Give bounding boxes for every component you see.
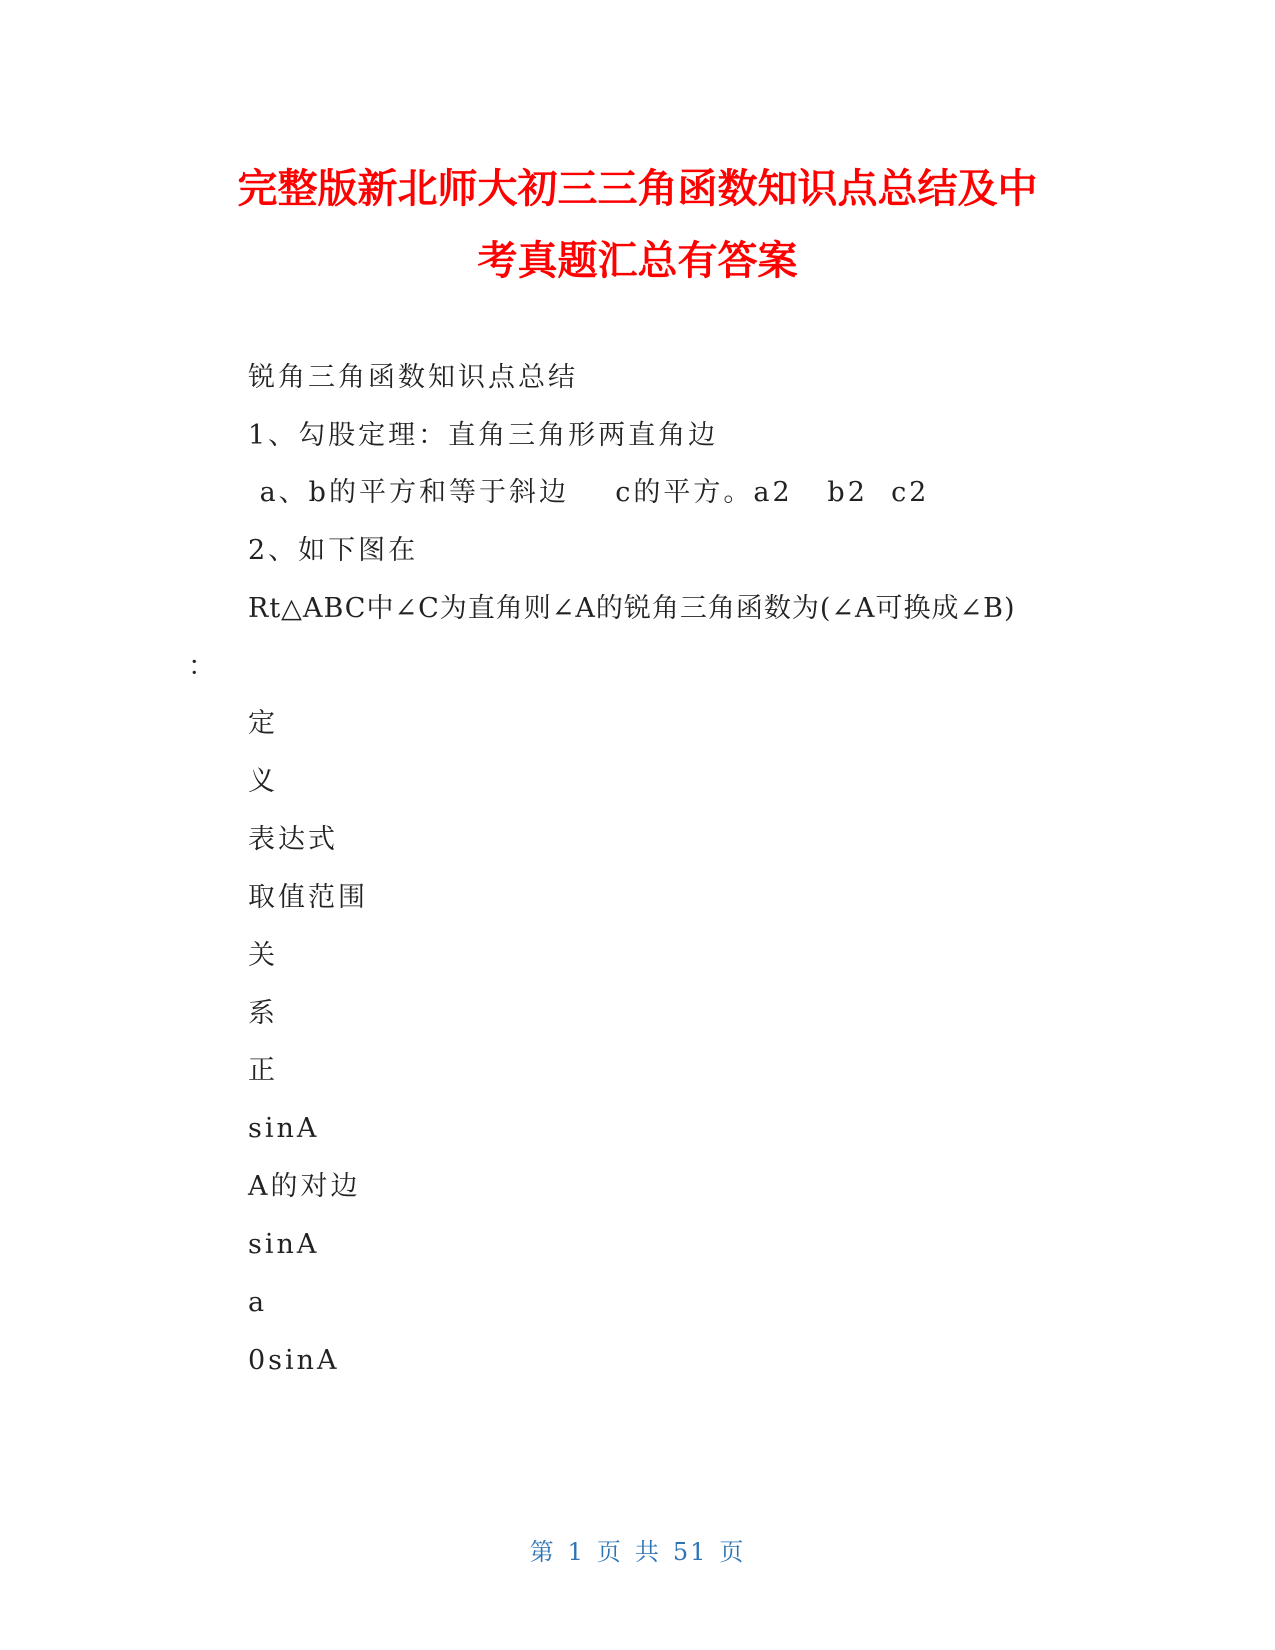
table-cell-text: 正 (248, 1055, 278, 1086)
table-cell-text: a (248, 1287, 268, 1318)
footer-prefix: 第 (529, 1538, 556, 1566)
section-heading: 锐角三角函数知识点总结 (248, 362, 578, 393)
body-line: a、b的平方和等于斜边 c的平方。a2 b2 c2 (248, 477, 930, 508)
table-cell-text: 系 (248, 998, 278, 1029)
body-line: ： (188, 651, 215, 682)
footer-mid: 页 (596, 1538, 623, 1566)
table-cell-text: sinA (248, 1113, 320, 1144)
page-footer (0, 1532, 1275, 1567)
table-cell-text: 取值范围 (248, 882, 368, 913)
table-cell-text: sinA (248, 1229, 320, 1260)
body-line: Rt△ABC中∠C为直角则∠A的锐角三角函数为(∠A可换成∠B) (248, 593, 1016, 624)
footer-total-pages: 51 (672, 1538, 708, 1566)
table-cell-text: 关 (248, 940, 278, 971)
table-cell-text: A的对边 (248, 1171, 361, 1202)
table-cell-text: 表达式 (248, 824, 338, 855)
title-line-2: 考真题汇总有答案 (477, 238, 798, 284)
table-cell-text: 0sinA (248, 1345, 340, 1376)
document-title (140, 153, 1135, 297)
table-cell-text: 义 (248, 766, 278, 797)
table-cell-text: 定 (248, 708, 278, 739)
footer-total-label: 共 (634, 1538, 661, 1566)
body-line: 1、勾股定理：直角三角形两直角边 (248, 420, 719, 451)
footer-suffix: 页 (719, 1538, 746, 1566)
body-line: 2、如下图在 (248, 535, 419, 566)
footer-page-number: 1 (567, 1538, 585, 1566)
title-line-1: 完整版新北师大初三三角函数知识点总结及中 (237, 166, 1038, 212)
